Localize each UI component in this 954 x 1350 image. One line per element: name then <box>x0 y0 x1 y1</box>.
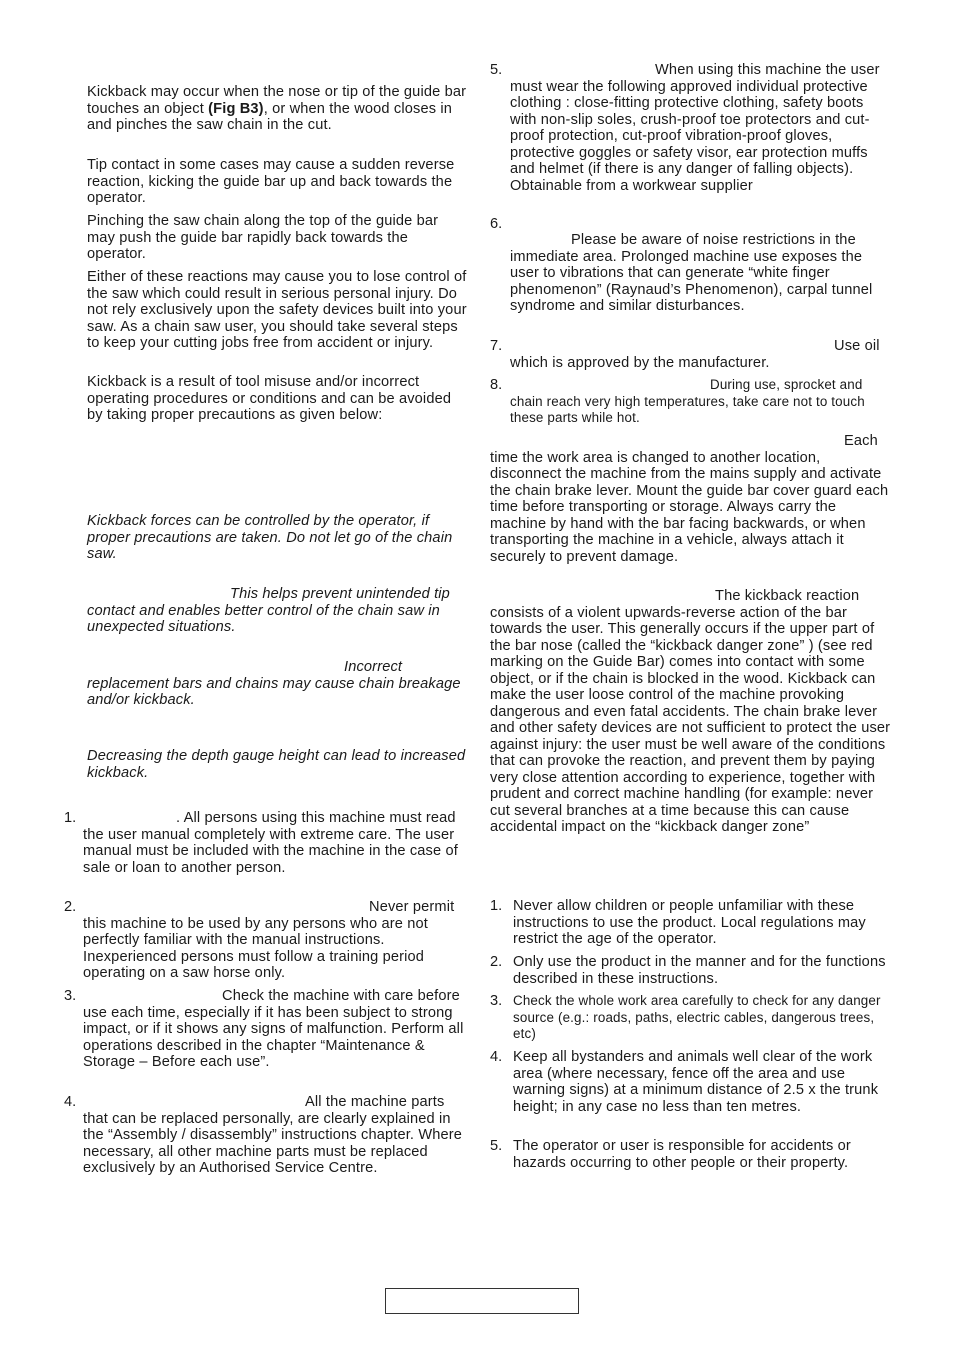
paragraph-pinching: Pinching the saw chain along the top of the guide bar may push the guide bar rapidly back towards the operator. <box>87 213 439 262</box>
figure-reference: (Fig B3) <box>208 100 264 117</box>
list-number: 2. <box>490 954 503 970</box>
italic-note-control: Kickback forces can be controlled by the operator, if proper precautions are taken. Do not let go of the chain saw. <box>87 513 453 562</box>
paragraph-transport: Each time the work area is changed to another location, disconnect the machine from the mains supply and activate the chain brake lever. Mount the guide bar cover guard each time before transporting or storage. Always carry the machine by hand with the bar facing backwards, or when transporting the machine in a vehicle, always attach it securely to prevent damage. <box>490 433 889 565</box>
text: , or when the wood closes in and pinches the saw chain in the cut. <box>87 100 453 133</box>
list-number: 4. <box>490 1049 503 1065</box>
list-item: Keep all bystanders and animals well clear of the work area (where necessary, fence off the area and use warning signs) at a minimum distance of 2.5 x the trunk height; in any case no less than ten metres. <box>513 1049 879 1115</box>
paragraph-reactions: Either of these reactions may cause you to lose control of the saw which could result in serious personal injury. Do not rely exclusively upon the safety devices built into your saw. As a chain saw user, you should take several steps to keep your cutting jobs free from accident or injury. <box>87 269 467 351</box>
list-item: All the machine parts that can be replaced personally, are clearly explained in the “Assembly / disassembly” instructions chapter. Where necessary, all other machine parts must be replaced exclusively by an Authorised Service Centre. <box>83 1094 463 1176</box>
list-number: 3. <box>490 993 503 1009</box>
list-number: 8. <box>490 377 503 393</box>
list-item: Only use the product in the manner and for the functions described in these instructions. <box>513 954 886 987</box>
list-item: Never allow children or people unfamiliar with these instructions to use the product. Local regulations may restrict the age of the operator. <box>513 898 866 947</box>
list-item: Check the machine with care before use each time, especially if it has been subject to strong impact, or if it shows any signs of malfunction. Perform all operations described in the chapter “Maintenance & Storage – Before each use”. <box>83 988 464 1070</box>
list-item: . All persons using this machine must read the user manual completely with extreme care. The user manual must be included with the machine in the case of sale or loan to another person. <box>83 810 458 876</box>
paragraph-kickback-intro <box>87 84 467 134</box>
list-number: 5. <box>490 1138 503 1154</box>
list-number: 5. <box>490 62 503 78</box>
italic-note-depth-gauge: Decreasing the depth gauge height can lead to increased kickback. <box>87 748 466 781</box>
list-number: 1. <box>490 898 503 914</box>
list-item: Use oil which is approved by the manufacturer. <box>510 338 880 371</box>
paragraph-kickback-reaction: The kickback reaction consists of a violent upwards-reverse action of the bar towards the user. This generally occurs if the upper part of the bar nose (called the “kickback danger zone” ) (see red marking on the Guide Bar) comes into contact with some object, or if the chain is blocked in the wood. Kickback can make the user loose control of the machine provoking dangerous and even fatal accidents. The chain brake lever and other safety devices are not sufficient to protect the user against injury: the user must be well aware of the conditions that can provoke the reaction, and prevent them by paying very close attention according to experience, together with prudent and correct machine handling (for example: never cut several branches at a time because this can cause accidental impact on the “kickback danger zone” <box>490 588 891 835</box>
list-number: 4. <box>64 1094 77 1110</box>
list-item: The operator or user is responsible for accidents or hazards occurring to other people or their property. <box>513 1138 851 1171</box>
list-number: 2. <box>64 899 77 915</box>
paragraph-kickback-result: Kickback is a result of tool misuse and/or incorrect operating procedures or conditions and can be avoided by taking proper precautions as given below: <box>87 374 452 423</box>
list-number: 6. <box>490 216 503 232</box>
list-number: 1. <box>64 810 77 826</box>
list-item: Please be aware of noise restrictions in the immediate area. Prolonged machine use exposes the user to vibrations that can generate “white finger phenomenon” (Raynaud’s Phenomenon), carpal tunnel syndrome and similar disturbances. <box>510 232 873 314</box>
list-item: Check the whole work area carefully to check for any danger source (e.g.: roads, paths, electric cables, dangerous trees, etc) <box>513 993 881 1041</box>
italic-note-replacement: Incorrect replacement bars and chains may cause chain breakage and/or kickback. <box>87 659 461 708</box>
list-number: 7. <box>490 338 503 354</box>
paragraph-tip-contact: Tip contact in some cases may cause a sudden reverse reaction, kicking the guide bar up and back towards the operator. <box>87 157 455 206</box>
page-number-box <box>385 1288 579 1314</box>
list-number: 3. <box>64 988 77 1004</box>
list-item: During use, sprocket and chain reach very high temperatures, take care not to touch these parts while hot. <box>510 377 865 425</box>
list-item: Never permit this machine to be used by any persons who are not perfectly familiar with the manual instructions. Inexperienced persons must follow a training period operating on a saw horse only. <box>83 899 455 981</box>
text: Kickback may occur when the nose or tip of the guide bar touches an object <box>87 84 467 117</box>
italic-note-tip-contact: This helps prevent unintended tip contact and enables better control of the chain saw in unexpected situations. <box>87 586 450 635</box>
list-item: When using this machine the user must wear the following approved individual protective clothing : close-fitting protective clothing, safety boots with non-slip soles, crush-proof toe protectors and cut-proof protection, cut-proof vibration-proof gloves, protective goggles or safety visor, ear protection muffs and helmet (if there is any danger of falling objects). Obtainable from a workwear supplier <box>510 62 880 194</box>
